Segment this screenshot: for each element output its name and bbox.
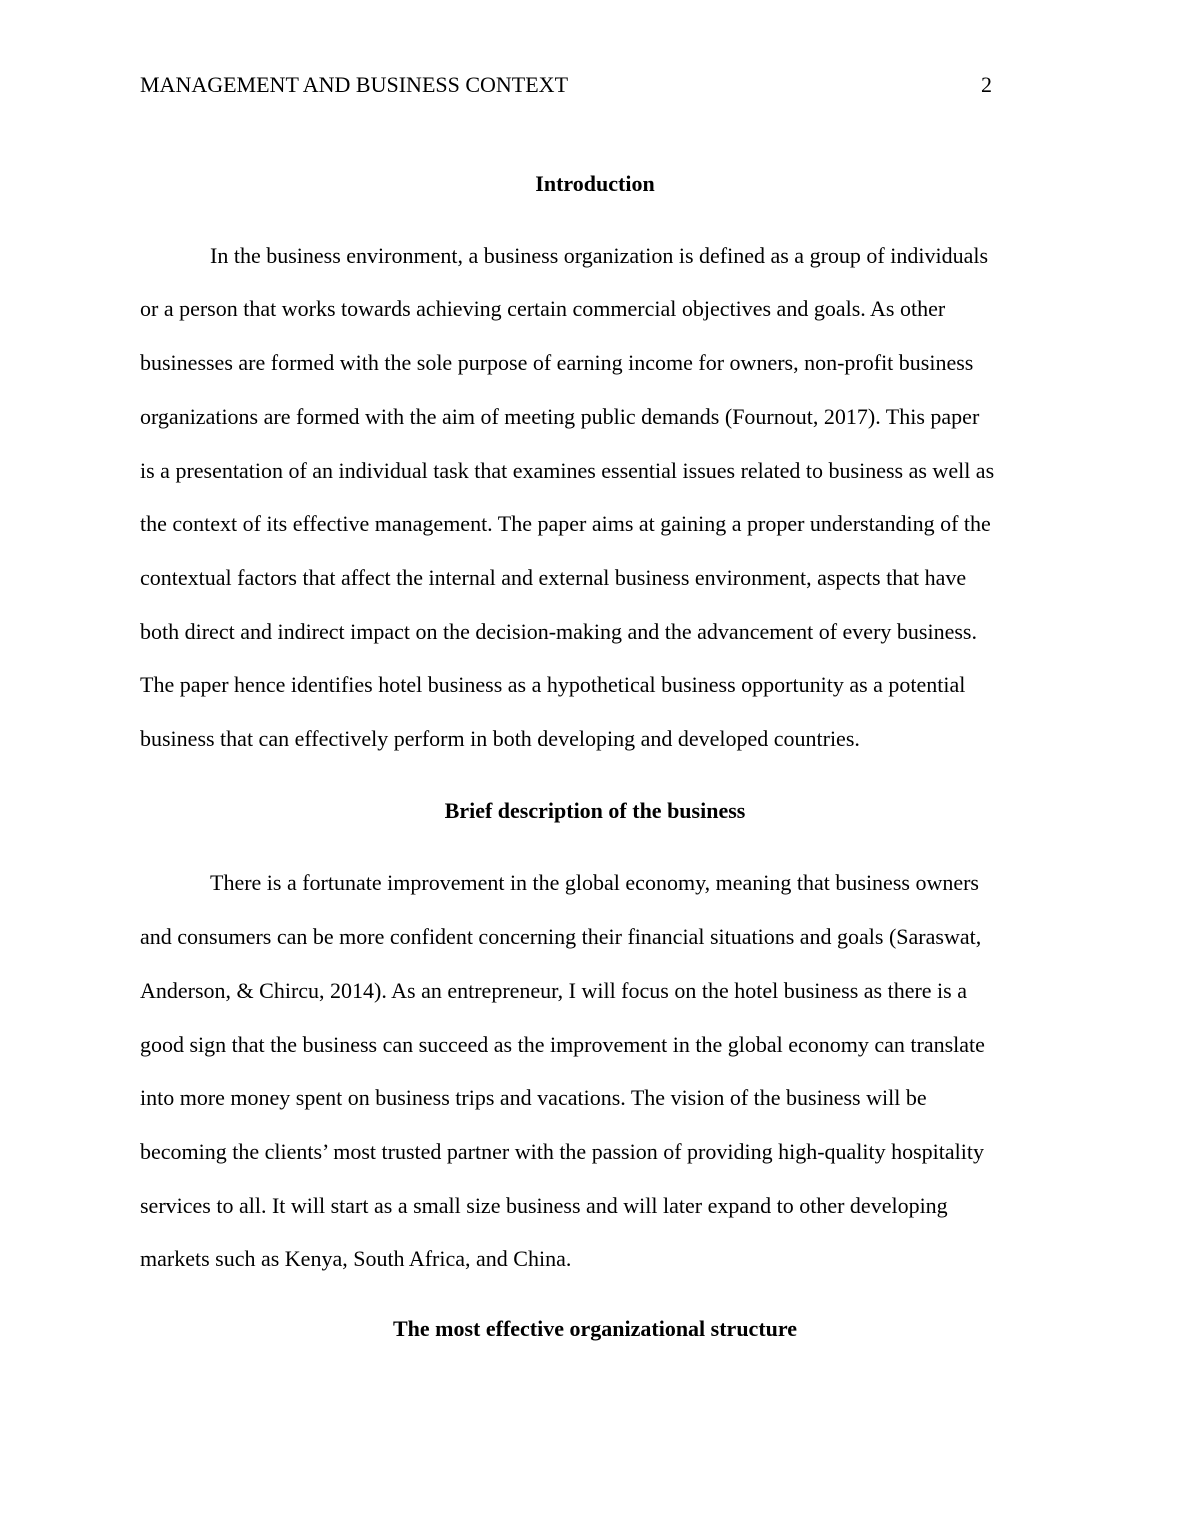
paragraph-line: organizations are formed with the aim of meeting public demands (Fournout, 2017). This paper bbox=[140, 403, 980, 429]
running-head bbox=[140, 70, 992, 100]
section-heading-organizational-structure: The most effective organizational structure bbox=[392, 1316, 798, 1342]
paragraph-line: contextual factors that affect the internal and external business environment, aspects that have bbox=[140, 564, 967, 590]
section-heading-brief-description: Brief description of the business bbox=[444, 797, 746, 823]
paragraph-line: In the business environment, a business organization is defined as a group of individuals bbox=[210, 242, 989, 268]
paragraph-line: markets such as Kenya, South Africa, and China. bbox=[140, 1246, 572, 1272]
paragraph-brief-description bbox=[140, 856, 1050, 1286]
document-body bbox=[140, 157, 1050, 1356]
section-heading-introduction: Introduction bbox=[535, 171, 655, 196]
paragraph-line: is a presentation of an individual task that examines essential issues related to business as well as bbox=[140, 457, 995, 483]
page-number: 2 bbox=[981, 72, 992, 97]
paragraph-line: and consumers can be more confident concerning their financial situations and goals (Saraswat, bbox=[140, 924, 982, 950]
paragraph-line: or a person that works towards achieving certain commercial objectives and goals. As other bbox=[140, 296, 946, 322]
paragraph-line: into more money spent on business trips and vacations. The vision of the business will be bbox=[140, 1085, 927, 1111]
paragraph-line: The paper hence identifies hotel business as a hypothetical business opportunity as a potential bbox=[140, 672, 966, 698]
paragraph-line: the context of its effective management. The paper aims at gaining a proper understanding of the bbox=[140, 511, 991, 537]
paragraph-line: both direct and indirect impact on the decision-making and the advancement of every business. bbox=[140, 618, 977, 644]
paragraph-line: good sign that the business can succeed as the improvement in the global economy can translate bbox=[140, 1031, 985, 1057]
paragraph-line: There is a fortunate improvement in the global economy, meaning that business owners bbox=[210, 870, 979, 896]
paragraph-introduction bbox=[140, 229, 1050, 766]
paragraph-line: services to all. It will start as a small size business and will later expand to other developing bbox=[140, 1192, 948, 1218]
paragraph-line: becoming the clients’ most trusted partner with the passion of providing high-quality hospitality bbox=[140, 1138, 985, 1164]
running-head-title: MANAGEMENT AND BUSINESS CONTEXT bbox=[140, 72, 569, 97]
paragraph-line: Anderson, & Chircu, 2014). As an entrepreneur, I will focus on the hotel business as there is a bbox=[140, 977, 967, 1003]
paragraph-line: businesses are formed with the sole purpose of earning income for owners, non-profit business bbox=[140, 350, 974, 376]
paragraph-line: business that can effectively perform in both developing and developed countries. bbox=[140, 726, 860, 752]
